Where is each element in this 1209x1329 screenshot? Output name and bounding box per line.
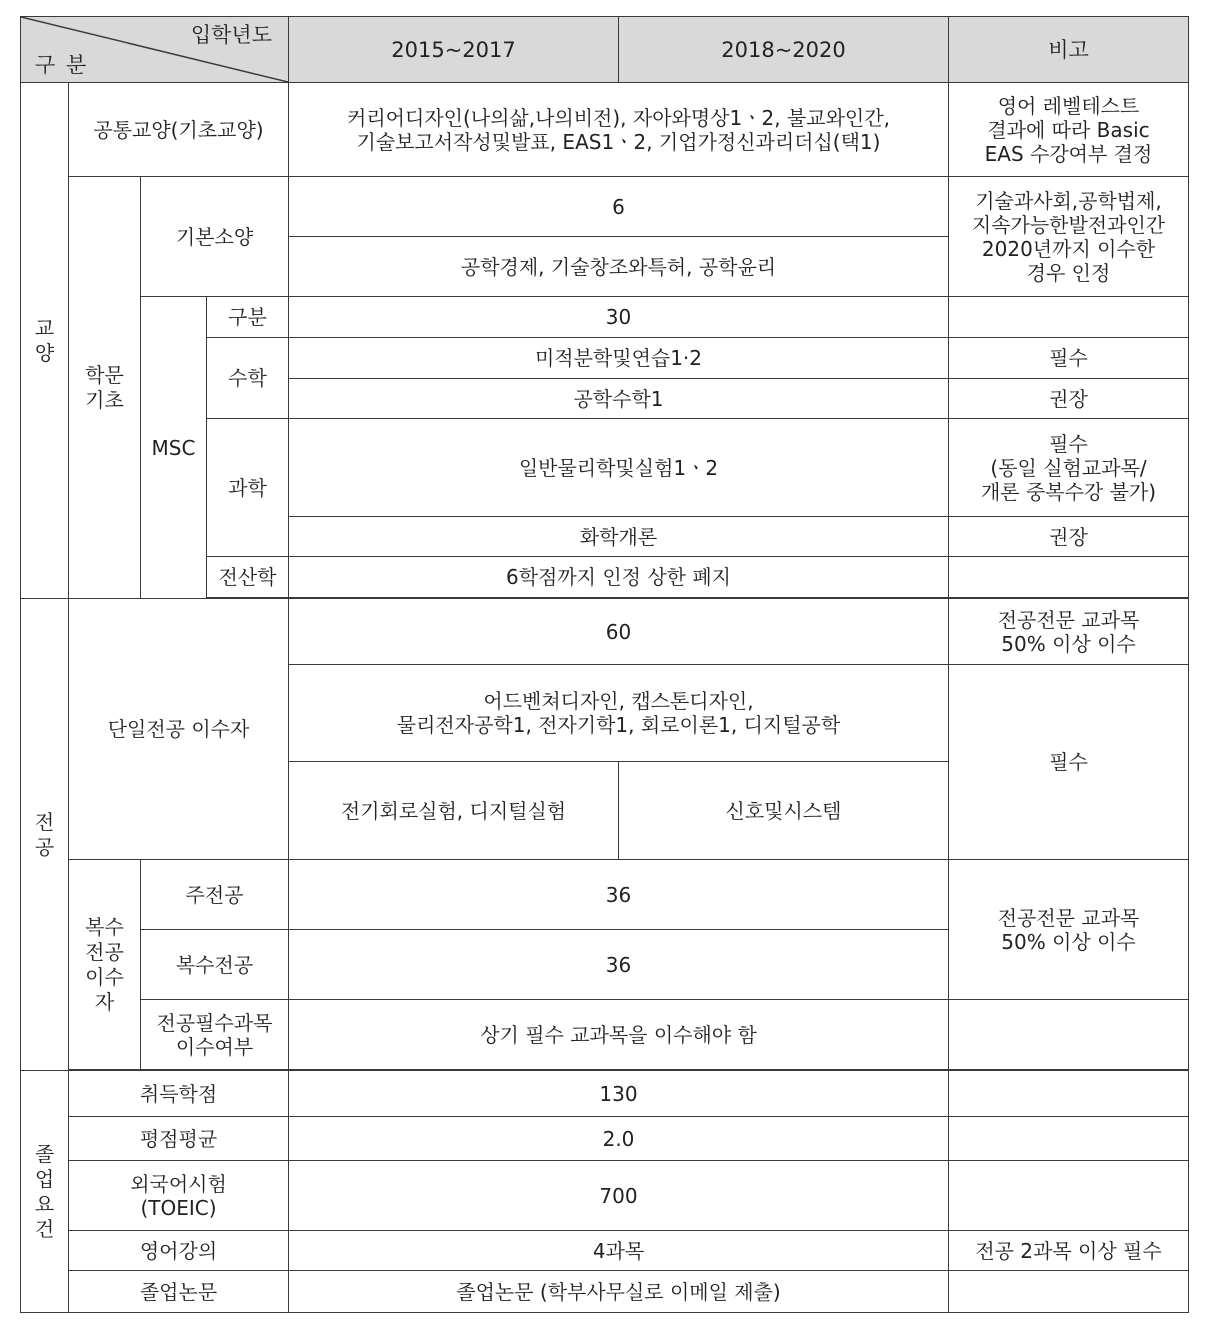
english-lecture-note: 전공 2과목 이상 필수 [949,1231,1189,1271]
table-row [21,1271,1189,1313]
math-label: 수학 [207,338,289,419]
required-course-status-note [949,1000,1189,1070]
table-row [21,599,1189,665]
earned-credits-label: 취득학점 [69,1071,289,1117]
group-label-jeongong: 전 공 [21,599,69,1071]
single-major-required-courses: 어드벤쳐디자인, 캡스톤디자인, 물리전자공학1, 전자기학1, 회로이론1, 디지털공학 [289,665,949,762]
single-major-credits-note: 전공전문 교과목 50% 이상 이수 [949,599,1189,665]
math-course-calculus-note: 필수 [949,338,1189,379]
science-course-chemistry: 화학개론 [289,517,949,557]
foreign-language-value: 700 [289,1161,949,1231]
common-culture-courses: 커리어디자인(나의삶,나의비전), 자아와명상1ㆍ2, 불교와인간, 기술보고서작성및발표, EAS1ㆍ2, 기업가정신과리더십(택1) [289,83,949,177]
academic-foundation-label: 학문 기초 [69,177,141,599]
gpa-note [949,1117,1189,1161]
science-label: 과학 [207,419,289,557]
thesis-note [949,1271,1189,1313]
required-course-status-label: 전공필수과목 이수여부 [141,1000,289,1070]
computing-note [949,557,1189,598]
msc-label: MSC [141,297,207,599]
basic-culture-note: 기술과사회,공학법제, 지속가능한발전과인간 2020년까지 이수한 경우 인정 [949,177,1189,297]
double-major-label: 복수 전공 이수 자 [69,860,141,1070]
msc-division-value: 30 [289,297,949,338]
table-row [21,83,1189,177]
earned-credits-value: 130 [289,1071,949,1117]
header-col-2015-2017: 2015~2017 [289,17,619,83]
second-major-label: 복수전공 [141,930,289,1000]
header-diagonal-cell [21,17,289,83]
single-major-required-note: 필수 [949,665,1189,860]
science-course-physics-note: 필수 (동일 실험교과목/ 개론 중복수강 불가) [949,419,1189,517]
english-lecture-value: 4과목 [289,1231,949,1271]
earned-credits-note [949,1071,1189,1117]
msc-division-note [949,297,1189,338]
table-row [21,1117,1189,1161]
thesis-value: 졸업논문 (학부사무실로 이메일 제출) [289,1271,949,1313]
table-row [21,1231,1189,1271]
single-major-label: 단일전공 이수자 [69,599,289,860]
msc-division-label: 구분 [207,297,289,338]
english-lecture-label: 영어강의 [69,1231,289,1271]
common-culture-label: 공통교양(기초교양) [69,83,289,177]
group-label-graduation: 졸 업 요 건 [21,1071,69,1313]
table-row [21,297,1189,338]
header-col-2018-2020: 2018~2020 [619,17,949,83]
double-major-note: 전공전문 교과목 50% 이상 이수 [949,860,1189,1000]
single-major-lab-2018: 신호및시스템 [619,762,949,860]
foreign-language-label: 외국어시험 (TOEIC) [69,1161,289,1231]
header-category: 구 분 [35,53,89,77]
foreign-language-note [949,1161,1189,1231]
group-label-gyoyang: 교 양 [21,83,69,599]
gpa-value: 2.0 [289,1117,949,1161]
header-col-remarks: 비고 [949,17,1189,83]
table-row [21,1071,1189,1117]
computing-label: 전산학 [207,557,289,598]
common-culture-note: 영어 레벨테스트 결과에 따라 Basic EAS 수강여부 결정 [949,83,1189,177]
table-row [21,177,1189,237]
table-row [21,860,1189,930]
primary-major-value: 36 [289,860,949,930]
graduation-requirements-table [20,16,1189,1313]
second-major-value: 36 [289,930,949,1000]
basic-culture-label: 기본소양 [141,177,289,297]
science-course-chemistry-note: 권장 [949,517,1189,557]
math-course-engineering-math-note: 권장 [949,379,1189,419]
header-row [21,17,1189,83]
primary-major-label: 주전공 [141,860,289,930]
computing-value: 6학점까지 인정 상한 폐지 [289,557,949,598]
basic-culture-courses: 공학경제, 기술창조와특허, 공학윤리 [289,237,949,297]
table-row [21,1000,1189,1070]
header-admission-year: 입학년도 [190,23,272,47]
thesis-label: 졸업논문 [69,1271,289,1313]
math-course-engineering-math: 공학수학1 [289,379,949,419]
math-course-calculus: 미적분학및연습1·2 [289,338,949,379]
single-major-credits: 60 [289,599,949,665]
required-course-status-value: 상기 필수 교과목을 이수해야 함 [289,1000,949,1070]
basic-culture-credits: 6 [289,177,949,237]
table-row [21,1161,1189,1231]
gpa-label: 평점평균 [69,1117,289,1161]
single-major-lab-2015: 전기회로실험, 디지털실험 [289,762,619,860]
science-course-physics: 일반물리학및실험1ㆍ2 [289,419,949,517]
